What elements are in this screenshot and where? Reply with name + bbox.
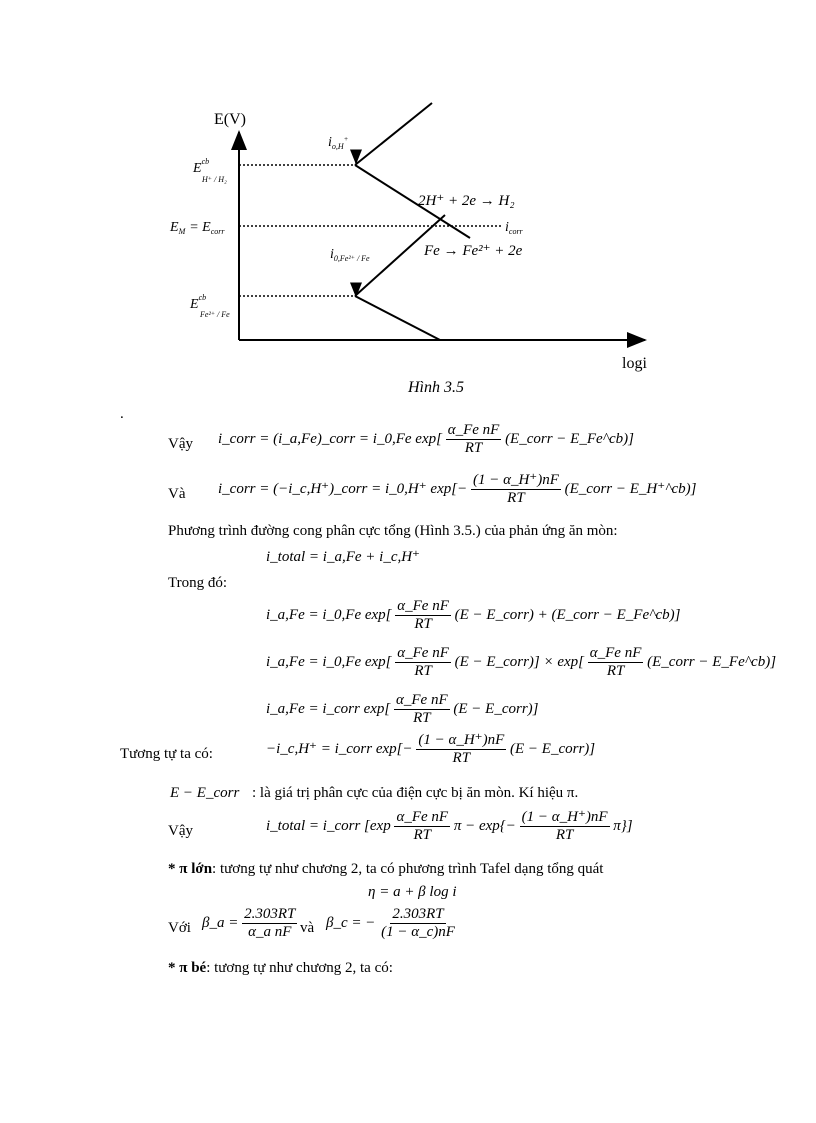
label-EM: $E_M = E_{corr}$ — [170, 220, 225, 236]
equation-icorr-fe: i_corr = (i_a,Fe)_corr = i_0,Fe exp[ $\frac{\text{α\_Fe nF}}{RT}$ (E_corr − E_Fe^cb)] — [218, 422, 634, 456]
vay-label-2: Vậy — [168, 823, 193, 839]
y-axis-label: E(V) — [214, 111, 246, 128]
va-label: Và — [168, 486, 186, 502]
vay-label-1: Vậy — [168, 436, 193, 452]
label-reaction-anodic: Fe → Fe²⁺ + 2e — [424, 243, 523, 259]
beta-c-equation: β_c = − $\frac{2.303RT}{(1 - \alpha\_c)nF}$ — [326, 906, 455, 940]
equation-itotal-final: i_total = i_corr [exp $\frac{\text{α\_Fe nF}}{RT}$ π − exp{− $\frac{(1 - \alpha\_H^+)nF}{RT}$ π}] — [266, 809, 633, 843]
pi-lon-line: * π lớn: tương tự như chương 2, ta có phương trình Tafel dạng tổng quát — [168, 861, 604, 877]
equation-ic-h: −i_c,H⁺ = i_corr exp[− $\frac{(1 - \alpha\_H^+)nF}{RT}$ (E − E_corr)] — [266, 732, 596, 766]
tuong-tu-label: Tương tự ta có: — [120, 746, 213, 762]
fe-cathodic-line — [355, 296, 440, 340]
label-i-0-Fe: $i_{0,Fe^{2+} / Fe}$ — [330, 247, 370, 263]
label-E-H: $E^{cb}$ — [193, 157, 210, 176]
e-minus-ecorr: E − E_corr — [170, 785, 240, 801]
label-E-Fe: $E^{cb}$ — [190, 293, 207, 312]
equation-ia-fe-3: i_a,Fe = i_corr exp[ $\frac{\text{α\_Fe nF}}{RT}$ (E − E_corr)] — [266, 692, 539, 726]
equation-itotal: i_total = i_a,Fe + i_c,H⁺ — [266, 549, 420, 565]
label-E-H-sub: H⁺ / H₂ — [202, 175, 227, 184]
pi-be-line: * π bé: tương tự như chương 2, ta có: — [168, 960, 393, 976]
beta-a-equation: β_a = $\frac{2.303RT}{\text{α\_a nF}}$ — [202, 906, 296, 940]
stray-dot: . — [120, 406, 124, 422]
equation-ia-fe-1: i_a,Fe = i_0,Fe exp[ $\frac{\text{α\_Fe nF}}{RT}$ (E − E_corr) + (E_corr − E_Fe^cb)] — [266, 598, 681, 632]
label-reaction-cathodic: 2H⁺ + 2e → H₂ — [418, 193, 515, 209]
va-label-2: và — [300, 920, 315, 936]
label-i-o-H: $i_{o,H}^+$ — [328, 135, 349, 151]
trong-do-label: Trong đó: — [168, 575, 228, 591]
polarization-sentence: Phương trình đường cong phân cực tổng (Hình 3.5.) của phản ứng ăn mòn: — [168, 523, 618, 539]
e-minus-ecorr-desc: : là giá trị phân cực của điện cực bị ăn mòn. Kí hiệu π. — [252, 785, 579, 801]
x-axis-label: logi — [622, 355, 647, 372]
label-E-Fe-sub: Fe²⁺ / Fe — [200, 310, 230, 319]
equation-ia-fe-2: i_a,Fe = i_0,Fe exp[ $\frac{\text{α\_Fe nF}}{RT}$ (E − E_corr)] × exp[ $\frac{\text{α\_Fe nF}}{RT}$ (E_corr − E_Fe^cb)] — [266, 645, 777, 679]
equation-icorr-h: i_corr = (−i_c,H⁺)_corr = i_0,H⁺ exp[− $\frac{(1 - \alpha\_H^+)nF}{RT}$ (E_corr − E_H⁺^cb)] — [218, 472, 697, 506]
voi-label: Với — [168, 920, 191, 936]
figure-caption: Hình 3.5 — [408, 379, 464, 396]
h-anodic-line — [355, 103, 432, 165]
label-icorr: $i_{corr}$ — [505, 220, 523, 236]
figure-3-5 — [0, 0, 816, 400]
tafel-equation: η = a + β log i — [368, 884, 457, 900]
